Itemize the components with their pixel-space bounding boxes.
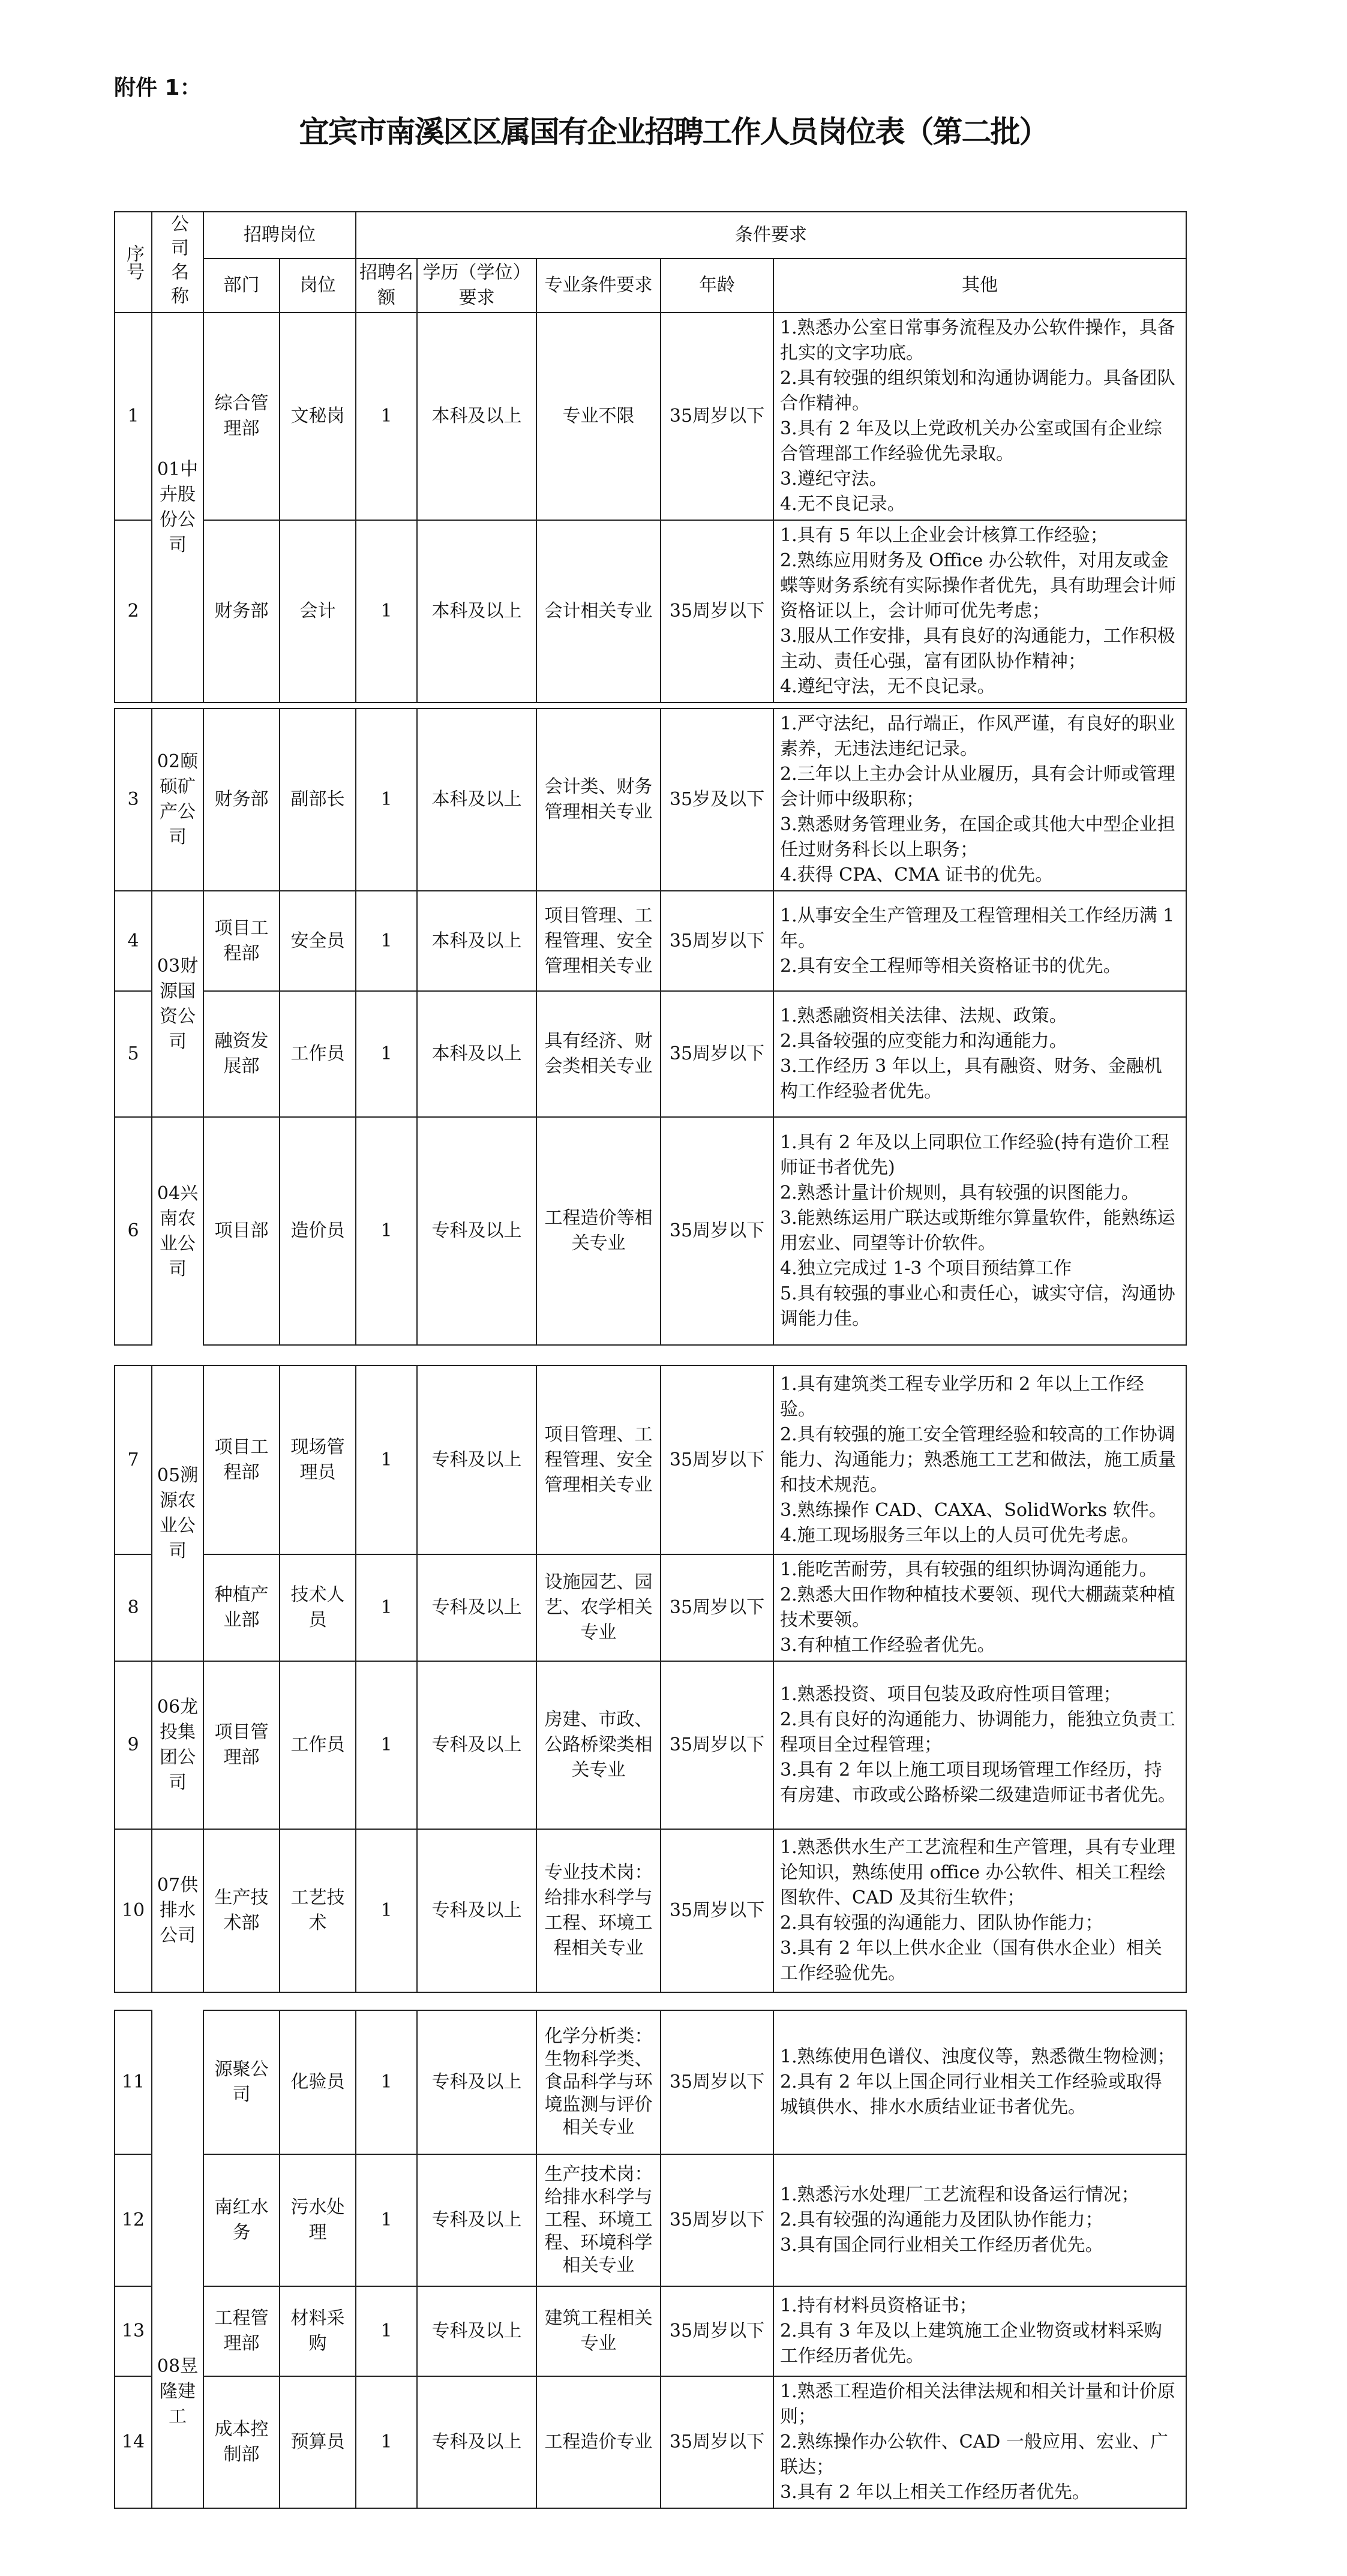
cell-dept: 项目工程部: [203, 891, 280, 991]
cell-other: 1.从事安全生产管理及工程管理相关工作经历满 1 年。 2.具有安全工程师等相关资格证书的优先。: [773, 891, 1186, 991]
cell-quota: 1: [356, 2286, 417, 2376]
cell-post: 副部长: [280, 708, 356, 891]
cell-post: 材料采购: [280, 2286, 356, 2376]
cell-company: 06龙投集团公司: [152, 1661, 203, 1829]
header-major: 专业条件要求: [536, 259, 661, 313]
cell-other: 1.严守法纪，品行端正，作风严谨，有良好的职业素养，无违法违纪记录。 2.三年以上主办会计从业履历，具有会计师或管理会计师中级职称； 3.熟悉财务管理业务，在国企或其他大中型企业担任过财务科长以上职务； 4.获得 CPA、CMA 证书的优先。: [773, 708, 1186, 891]
cell-major: 工程造价专业: [536, 2376, 661, 2508]
cell-major: 化学分析类：生物科学类、食品科学与环境监测与评价相关专业: [536, 2010, 661, 2154]
cell-quota: 1: [356, 708, 417, 891]
cell-dept: 财务部: [203, 708, 280, 891]
cell-quota: 1: [356, 991, 417, 1117]
cell-major: 工程造价等相关专业: [536, 1117, 661, 1345]
cell-company: 07供排水公司: [152, 1829, 203, 1992]
cell-other: 1.熟悉供水生产工艺流程和生产管理，具有专业理论知识，熟练使用 office 办公软件、相关工程绘图软件、CAD 及其衍生软件； 2.具有较强的沟通能力、团队协作能力； 3.具有 2 年以上供水企业（国有供水企业）相关工作经验优先。: [773, 1829, 1186, 1992]
cell-company: 01中卉股份公司: [152, 313, 203, 702]
cell-dept: 综合管理部: [203, 313, 280, 520]
cell-other: 1.熟悉融资相关法律、法规、政策。 2.具备较强的应变能力和沟通能力。 3.工作经历 3 年以上，具有融资、财务、金融机构工作经验者优先。: [773, 991, 1186, 1117]
header-quota: 招聘名额: [356, 259, 417, 313]
cell-seq: 14: [115, 2376, 152, 2508]
cell-other: 1.熟悉投资、项目包装及政府性项目管理； 2.具有良好的沟通能力、协调能力，能独立负责工程项目全过程管理； 3.具有 2 年以上施工项目现场管理工作经历，持有房建、市政或公路桥梁二级建造师证书者优先。: [773, 1661, 1186, 1829]
cell-other: 1.熟悉办公室日常事务流程及办公软件操作，具备扎实的文字功底。 2.具有较强的组织策划和沟通协调能力。具备团队合作精神。 3.具有 2 年及以上党政机关办公室或国有企业综合管理部工作经验优先录取。 3.遵纪守法。 4.无不良记录。: [773, 313, 1186, 520]
cell-education: 专科及以上: [417, 1661, 536, 1829]
attachment-label: 附件 1：: [114, 76, 202, 100]
cell-dept: 生产技术部: [203, 1829, 280, 1992]
cell-seq: 12: [115, 2154, 152, 2286]
header-conditions-group: 条件要求: [356, 212, 1186, 259]
cell-post: 工作员: [280, 1661, 356, 1829]
cell-education: 专科及以上: [417, 1365, 536, 1554]
header-education: 学历（学位）要求: [417, 259, 536, 313]
cell-major: 建筑工程相关专业: [536, 2286, 661, 2376]
header-dept: 部门: [203, 259, 280, 313]
cell-education: 专科及以上: [417, 1829, 536, 1992]
table-row: [115, 2010, 1186, 2154]
table-row: [115, 1661, 1186, 1829]
cell-education: 本科及以上: [417, 520, 536, 702]
header-company: 公司名称: [152, 212, 203, 313]
cell-quota: 1: [356, 2154, 417, 2286]
cell-major: 会计相关专业: [536, 520, 661, 702]
cell-dept: 财务部: [203, 520, 280, 702]
header-post-group: 招聘岗位: [203, 212, 356, 259]
cell-education: 本科及以上: [417, 313, 536, 520]
table-row: [115, 1554, 1186, 1661]
cell-quota: 1: [356, 891, 417, 991]
cell-post: 污水处理: [280, 2154, 356, 2286]
cell-dept: 工程管理部: [203, 2286, 280, 2376]
table-row: [115, 2154, 1186, 2286]
cell-major: 生产技术岗：给排水科学与工程、环境工程、环境科学相关专业: [536, 2154, 661, 2286]
cell-seq: 2: [115, 520, 152, 702]
table-row: [115, 2286, 1186, 2376]
cell-age: 35周岁以下: [661, 1554, 773, 1661]
cell-company: 05溯源农业公司: [152, 1365, 203, 1661]
cell-other: 1.具有 5 年以上企业会计核算工作经验； 2.熟练应用财务及 Office 办公软件，对用友或金蝶等财务系统有实际操作者优先，具有助理会计师资格证以上，会计师可优先考虑； 3.服从工作安排，具有良好的沟通能力，工作积极主动、责任心强，富有团队协作精神； 4.遵纪守法，无不良记录。: [773, 520, 1186, 702]
cell-seq: 13: [115, 2286, 152, 2376]
cell-age: 35周岁以下: [661, 1829, 773, 1992]
table-segment-4: [114, 2010, 1187, 2509]
cell-education: 本科及以上: [417, 708, 536, 891]
cell-quota: 1: [356, 1554, 417, 1661]
cell-other: 1.熟悉污水处理厂工艺流程和设备运行情况； 2.具有较强的沟通能力及团队协作能力； 3.具有国企同行业相关工作经历者优先。: [773, 2154, 1186, 2286]
cell-post: 化验员: [280, 2010, 356, 2154]
cell-seq: 5: [115, 991, 152, 1117]
cell-post: 会计: [280, 520, 356, 702]
cell-dept: 源聚公司: [203, 2010, 280, 2154]
cell-education: 本科及以上: [417, 991, 536, 1117]
cell-major: 专业不限: [536, 313, 661, 520]
cell-major: 项目管理、工程管理、安全管理相关专业: [536, 1365, 661, 1554]
cell-age: 35周岁以下: [661, 2154, 773, 2286]
header-post: 岗位: [280, 259, 356, 313]
cell-quota: 1: [356, 1117, 417, 1345]
cell-other: 1.持有材料员资格证书； 2.具有 3 年及以上建筑施工企业物资或材料采购工作经历者优先。: [773, 2286, 1186, 2376]
cell-education: 专科及以上: [417, 2010, 536, 2154]
cell-post: 工作员: [280, 991, 356, 1117]
cell-company: 02颐硕矿产公司: [152, 708, 203, 891]
cell-post: 技术人员: [280, 1554, 356, 1661]
cell-major: 会计类、财务管理相关专业: [536, 708, 661, 891]
cell-major: 房建、市政、公路桥梁类相关专业: [536, 1661, 661, 1829]
cell-quota: 1: [356, 313, 417, 520]
cell-seq: 3: [115, 708, 152, 891]
cell-seq: 4: [115, 891, 152, 991]
cell-age: 35周岁以下: [661, 991, 773, 1117]
cell-quota: 1: [356, 2010, 417, 2154]
table-segment-2: [114, 708, 1187, 1346]
table-segment-1: [114, 211, 1187, 703]
cell-other: 1.能吃苦耐劳，具有较强的组织协调沟通能力。 2.熟悉大田作物种植技术要领、现代大棚蔬菜种植技术要领。 3.有种植工作经验者优先。: [773, 1554, 1186, 1661]
cell-quota: 1: [356, 520, 417, 702]
cell-major: 设施园艺、园艺、农学相关专业: [536, 1554, 661, 1661]
cell-education: 专科及以上: [417, 1117, 536, 1345]
cell-education: 专科及以上: [417, 1554, 536, 1661]
cell-company: 03财源国资公司: [152, 891, 203, 1117]
cell-seq: 7: [115, 1365, 152, 1554]
cell-age: 35周岁以下: [661, 2286, 773, 2376]
cell-dept: 种植产业部: [203, 1554, 280, 1661]
cell-other: 1.具有 2 年及以上同职位工作经验(持有造价工程师证书者优先) 2.熟悉计量计价规则，具有较强的识图能力。 3.能熟练运用广联达或斯维尔算量软件，能熟练运用宏业、同望等计价软件。 4.独立完成过 1-3 个项目预结算工作 5.具有较强的事业心和责任心，诚实守信，沟通协调能力佳。: [773, 1117, 1186, 1345]
cell-age: 35周岁以下: [661, 1117, 773, 1345]
cell-dept: 项目管理部: [203, 1661, 280, 1829]
cell-age: 35周岁以下: [661, 520, 773, 702]
cell-education: 本科及以上: [417, 891, 536, 991]
cell-age: 35周岁以下: [661, 891, 773, 991]
table-row: [115, 520, 1186, 702]
cell-post: 安全员: [280, 891, 356, 991]
cell-company: 04兴南农业公司: [152, 1117, 203, 1345]
cell-post: 文秘岗: [280, 313, 356, 520]
header-other: 其他: [773, 259, 1186, 313]
cell-quota: 1: [356, 2376, 417, 2508]
header-age: 年龄: [661, 259, 773, 313]
cell-quota: 1: [356, 1661, 417, 1829]
cell-post: 工艺技术: [280, 1829, 356, 1992]
cell-age: 35岁及以下: [661, 708, 773, 891]
cell-seq: 9: [115, 1661, 152, 1829]
table-row: [115, 2376, 1186, 2508]
cell-seq: 1: [115, 313, 152, 520]
cell-age: 35周岁以下: [661, 2010, 773, 2154]
cell-quota: 1: [356, 1829, 417, 1992]
cell-seq: 8: [115, 1554, 152, 1661]
header-seq: 序号: [115, 212, 152, 313]
cell-seq: 10: [115, 1829, 152, 1992]
cell-age: 35周岁以下: [661, 1661, 773, 1829]
cell-other: 1.具有建筑类工程专业学历和 2 年以上工作经验。 2.具有较强的施工安全管理经验和较高的工作协调能力、沟通能力；熟悉施工工艺和做法，施工质量和技术规范。 3.熟练操作 CAD、CAXA、SolidWorks 软件。 4.施工现场服务三年以上的人员可优先考虑。: [773, 1365, 1186, 1554]
cell-education: 专科及以上: [417, 2154, 536, 2286]
table-row: [115, 1365, 1186, 1554]
cell-education: 专科及以上: [417, 2376, 536, 2508]
cell-company: [152, 2010, 203, 2508]
table-row: [115, 1829, 1186, 1992]
cell-dept: 南红水务: [203, 2154, 280, 2286]
table-row: [115, 991, 1186, 1117]
cell-dept: 融资发展部: [203, 991, 280, 1117]
cell-other: 1.熟练使用色谱仪、浊度仪等，熟悉微生物检测； 2.具有 2 年以上国企同行业相关工作经验或取得城镇供水、排水水质结业证书者优先。: [773, 2010, 1186, 2154]
table-row: [115, 313, 1186, 520]
table-segment-3: [114, 1365, 1187, 1993]
page-title: 宜宾市南溪区区属国有企业招聘工作人员岗位表（第二批）: [299, 115, 1048, 149]
company-name: 08昱隆建工: [157, 2356, 199, 2427]
cell-dept: 成本控制部: [203, 2376, 280, 2508]
cell-dept: 项目部: [203, 1117, 280, 1345]
cell-age: 35周岁以下: [661, 313, 773, 520]
cell-major: 项目管理、工程管理、安全管理相关专业: [536, 891, 661, 991]
cell-dept: 项目工程部: [203, 1365, 280, 1554]
table-row: [115, 891, 1186, 991]
table-row: [115, 708, 1186, 891]
cell-major: 具有经济、财会类相关专业: [536, 991, 661, 1117]
cell-age: 35周岁以下: [661, 2376, 773, 2508]
cell-seq: 6: [115, 1117, 152, 1345]
cell-post: 造价员: [280, 1117, 356, 1345]
cell-major: 专业技术岗：给排水科学与工程、环境工程相关专业: [536, 1829, 661, 1992]
cell-age: 35周岁以下: [661, 1365, 773, 1554]
cell-other: 1.熟悉工程造价相关法律法规和相关计量和计价原则； 2.熟练操作办公软件、CAD 一般应用、宏业、广联达； 3.具有 2 年以上相关工作经历者优先。: [773, 2376, 1186, 2508]
cell-seq: 11: [115, 2010, 152, 2154]
cell-post: 预算员: [280, 2376, 356, 2508]
cell-post: 现场管理员: [280, 1365, 356, 1554]
cell-education: 专科及以上: [417, 2286, 536, 2376]
table-row: [115, 1117, 1186, 1345]
cell-quota: 1: [356, 1365, 417, 1554]
